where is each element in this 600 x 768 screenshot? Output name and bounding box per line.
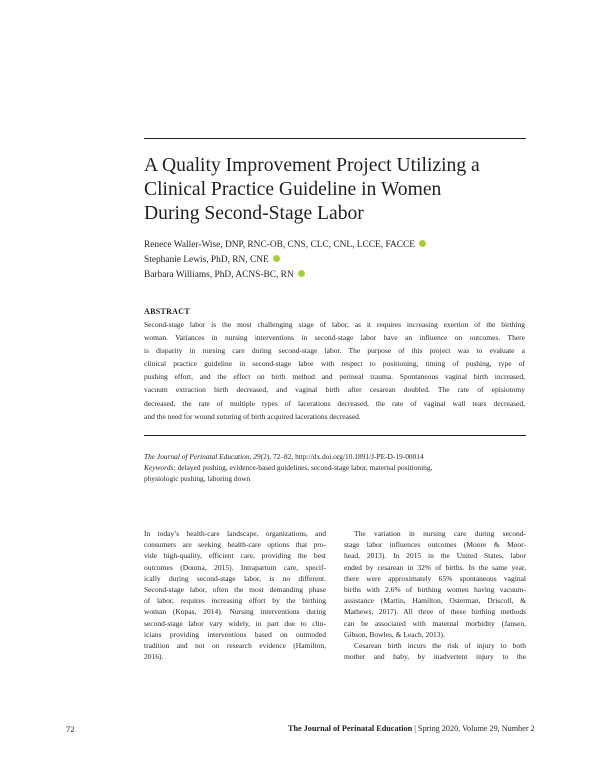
body-line: tradition and not on research evidence (Hamilton,: [144, 641, 326, 651]
citation-doi[interactable]: (2), 72–82, http://dx.doi.org/10.1891/J-PE-D-19-00014: [260, 452, 424, 461]
author-entry: [144, 268, 544, 283]
orcid-icon[interactable]: [273, 255, 280, 262]
body-line: consumers are seeking health-care options that pro-: [144, 540, 326, 550]
body-line: can be associated with maternal morbidity (Jansen,: [344, 618, 526, 628]
body-line: of labor, requires increasing effort by the birthing: [144, 596, 326, 606]
orcid-icon[interactable]: [419, 240, 426, 247]
abstract-line: clinical practice guideline in second-stage labor with respect to positioning, timing of pushing, type of: [144, 359, 525, 369]
abstract-line: pushing effort, and the effect on birth method and perineal trauma. Spontaneous vaginal birth increased,: [144, 372, 525, 382]
orcid-icon[interactable]: [298, 270, 305, 277]
journal-name-italic: The Journal of Perinatal Education,: [144, 452, 252, 461]
citation-line: [144, 452, 544, 463]
keywords-line: physiologic pushing, laboring down: [144, 473, 251, 483]
keywords-text: delayed pushing, evidence-based guidelines, second-stage labor, maternal positioning,: [175, 462, 433, 472]
author-entry: [144, 238, 544, 253]
abstract-line: Second-stage labor is the most challenging stage of labor, as it requires increasing exertion of the birthing: [144, 320, 525, 329]
body-line: Mathews, 2017). All three of these birthing methods: [344, 607, 526, 617]
keywords-line: [144, 463, 544, 474]
abstract-line: woman. Variances in nursing interventions in second-stage labor have an influence on outcomes. There: [144, 333, 525, 343]
body-line: Second-stage labor, often the most demanding phase: [144, 585, 326, 595]
body-line: icians providing interventions based on outmoded: [144, 629, 326, 639]
author-name: Barbara Williams, PhD, ACNS-BC, RN: [144, 270, 294, 280]
body-line: assistance (Martin, Hamilton, Osterman, Driscoll, &: [344, 596, 526, 606]
footer-issue-info: | Spring 2020, Volume 29, Number 2: [412, 724, 535, 733]
abstract-line: and the need for wound suturing of birth acquired lacerations decreased.: [144, 411, 361, 421]
title-line: A Quality Improvement Project Utilizing a: [144, 155, 480, 176]
abstract-line: vacuum extraction birth decreased, and vaginal birth after cesarean doubled. The rate of episiotomy: [144, 385, 525, 395]
body-line: Gibson, Bowles, & Leach, 2013).: [344, 629, 445, 639]
footer-journal-name: The Journal of Perinatal Education: [288, 724, 413, 733]
body-line: Cesarean birth incurs the risk of injury to both: [354, 641, 526, 651]
body-line: there were approximately 65% spontaneous vaginal: [344, 573, 526, 583]
body-line: ended by cesarean in 32% of births. In the same year,: [344, 562, 526, 572]
volume-italic: 29: [253, 452, 261, 461]
page-number: 72: [66, 724, 75, 734]
title-line: During Second-Stage Labor: [144, 203, 364, 224]
body-column-right: [344, 528, 526, 662]
title-line: Clinical Practice Guideline in Women: [144, 179, 442, 200]
author-name: Stephanie Lewis, PhD, RN, CNE: [144, 255, 269, 265]
abstract-line: decreased, the rate of multiple types of lacerations decreased, the rate of vaginal wall tears decreased,: [144, 398, 525, 408]
body-line: second-stage labor vary widely, in part due to clin-: [144, 618, 326, 628]
abstract-heading: ABSTRACT: [144, 307, 190, 316]
body-line: outcomes (Douma, 2015). Intrapartum care, specif-: [144, 562, 326, 572]
keywords-label: Keywords:: [144, 462, 176, 472]
author-entry: [144, 253, 544, 268]
body-line: vide high-quality, efficient care, providing the best: [144, 551, 326, 561]
citation-block: [144, 452, 544, 484]
body-line: stage labor influences outcomes (Moore & Moor-: [344, 540, 526, 550]
abstract-text: [144, 318, 525, 423]
body-column-left: [144, 528, 326, 662]
body-line: The variation in nursing care during second-: [354, 529, 526, 538]
body-line: mother and baby, by inadvertent injury to the: [344, 652, 526, 662]
body-line: woman (Kopas, 2014). Nursing interventions during: [144, 607, 326, 617]
body-line: In today’s health-care landscape, organizations, and: [144, 529, 326, 538]
body-line: births with 2.6% of birthing women having vacuum-: [344, 585, 526, 595]
title-top-rule: [144, 138, 526, 139]
abstract-bottom-rule: [144, 435, 526, 436]
running-footer: [288, 724, 535, 733]
author-name: Renece Waller-Wise, DNP, RNC-OB, CNS, CLC, CNL, LCCE, FACCE: [144, 240, 415, 250]
abstract-line: is disparity in nursing care during second-stage labor. The purpose of this project was to evaluate a: [144, 346, 525, 356]
body-line: 2016).: [144, 652, 164, 662]
author-list: [144, 238, 544, 283]
article-title: [144, 154, 544, 226]
body-line: ically during second-stage labor, is no different.: [144, 573, 326, 583]
body-line: head, 2013). In 2015 in the United States, labor: [344, 551, 526, 561]
